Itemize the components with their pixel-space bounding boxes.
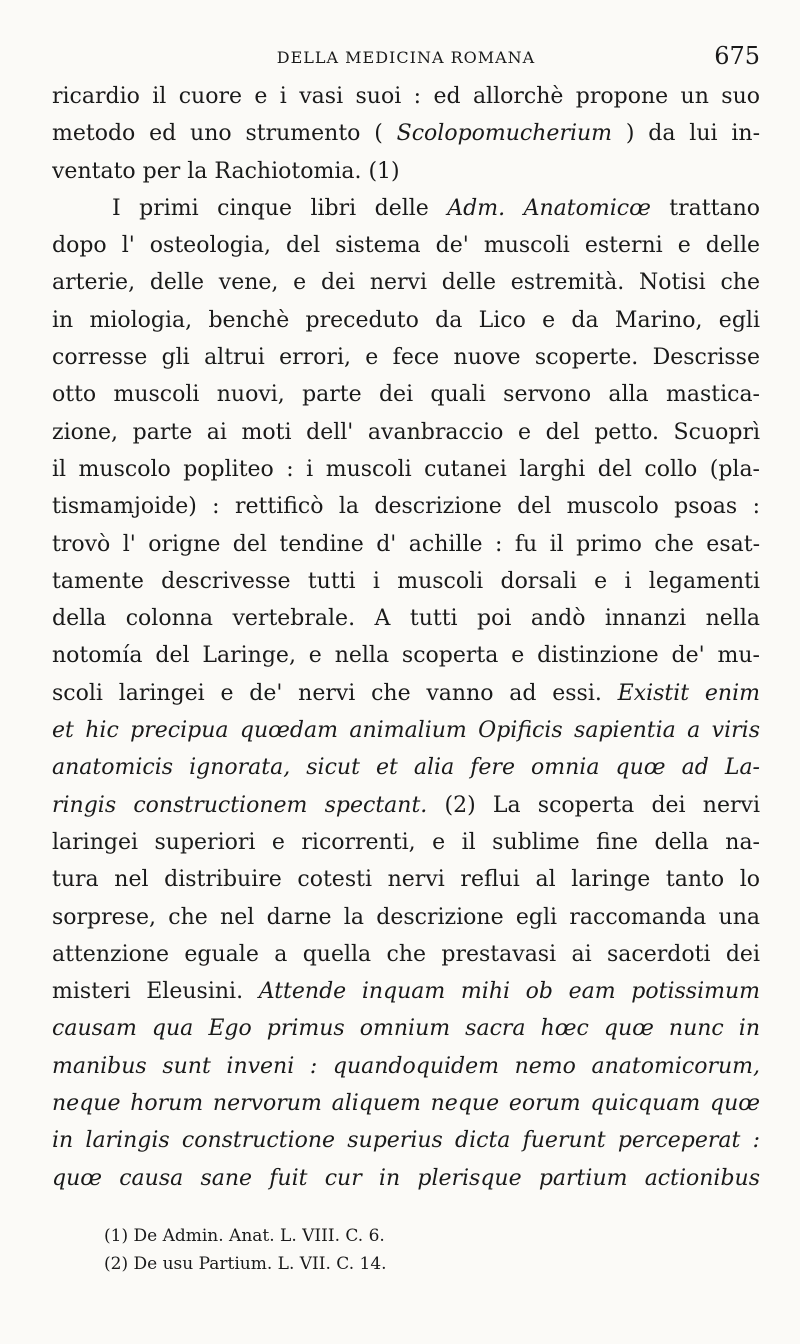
- italic-text: neque horum nervorum aliquem neque eorum quicquam quœ: [52, 1091, 760, 1117]
- text-line: [52, 1010, 760, 1047]
- running-head: DELLA MEDICINA ROMANA: [276, 48, 536, 67]
- italic-text: manibus sunt inveni : quandoquidem nemo anatomicorum,: [52, 1053, 760, 1079]
- text-line: tamente descrivesse tutti i muscoli dorsali e i legamenti: [52, 568, 760, 594]
- text-line: tura nel distribuire cotesti nervi reflui al laringe tanto lo: [52, 867, 760, 893]
- italic-text: in laringis constructione superius dicta fuerunt perceperat :: [52, 1128, 760, 1154]
- text-line: misteri Eleusini. Attende inquam mihi ob eam potissimum: [52, 979, 760, 1005]
- italic-text: causam qua Ego primus omnium sacra hœc quœ nunc in: [52, 1016, 760, 1042]
- footnote: (1) De Admin. Anat. L. VIII. C. 6.: [104, 1226, 385, 1246]
- text-line: [52, 1085, 760, 1122]
- text-line: ricardio il cuore e i vasi suoi : ed allorchè propone un suo: [52, 84, 760, 109]
- text-line: otto muscoli nuovi, parte dei quali servono alla mastica-: [52, 382, 760, 408]
- italic-text: Scolopomucherium: [396, 121, 613, 147]
- text-line: metodo ed uno strumento ( Scolopomucherium ) da lui in-: [52, 121, 760, 147]
- text-line: in miologia, benchè preceduto da Lico e da Marino, egli: [52, 307, 760, 333]
- text-line: ventato per la Rachiotomia. (1): [52, 158, 400, 184]
- italic-text: Attende inquam mihi ob eam potissimum: [258, 979, 760, 1005]
- text-line: I primi cinque libri delle Adm. Anatomicœ trattano: [112, 195, 760, 221]
- text-line: corresse gli altrui errori, e fece nuove scoperte. Descrisse: [52, 345, 760, 371]
- footnote: (2) De usu Partium. L. VII. C. 14.: [104, 1254, 387, 1274]
- italic-text: et hic precipua quœdam animalium Opificis sapientia a viris: [52, 718, 760, 744]
- text-line: arterie, delle vene, e dei nervi delle estremità. Notisi che: [52, 270, 760, 296]
- text-line: zione, parte ai moti dell' avanbraccio e del petto. Scuoprì: [52, 419, 760, 445]
- text-line: [52, 712, 760, 749]
- italic-text: quœ causa sane fuit cur in plerisque partium actionibus: [52, 1165, 760, 1191]
- text-line: [52, 1160, 760, 1197]
- text-line: notomía del Laringe, e nella scoperta e distinzione de' mu-: [52, 643, 760, 669]
- page-number: 675: [714, 42, 760, 70]
- text-line: il muscolo popliteo : i muscoli cutanei larghi del collo (pla-: [52, 456, 760, 482]
- text-line: [52, 749, 760, 786]
- text-line: [52, 1122, 760, 1159]
- text-line: scoli laringei e de' nervi che vanno ad essi. Existit enim: [52, 680, 760, 706]
- text-line: dopo l' osteologia, del sistema de' muscoli esterni e delle: [52, 233, 760, 259]
- italic-text: ringis constructionem spectant.: [52, 792, 428, 818]
- text-line: [52, 1048, 760, 1085]
- page-header: [52, 42, 760, 76]
- body-text: [52, 78, 760, 1197]
- text-line: trovò l' origne del tendine d' achille : fu il primo che esat-: [52, 531, 760, 557]
- text-line: della colonna vertebrale. A tutti poi andò innanzi nella: [52, 606, 760, 632]
- italic-text: Existit enim: [617, 680, 760, 706]
- text-line: attenzione eguale a quella che prestavasi ai sacerdoti dei: [52, 941, 760, 967]
- italic-text: Adm. Anatomicœ: [447, 195, 651, 221]
- text-line: ringis constructionem spectant. (2) La scoperta dei nervi: [52, 792, 760, 818]
- footnotes: [104, 1222, 744, 1278]
- text-line: laringei superiori e ricorrenti, e il sublime fine della na-: [52, 829, 760, 855]
- text-line: tismamjoide) : rettificò la descrizione del muscolo psoas :: [52, 494, 760, 520]
- italic-text: anatomicis ignorata, sicut et alia fere omnia quœ ad La-: [52, 755, 760, 781]
- text-line: sorprese, che nel darne la descrizione egli raccomanda una: [52, 904, 760, 930]
